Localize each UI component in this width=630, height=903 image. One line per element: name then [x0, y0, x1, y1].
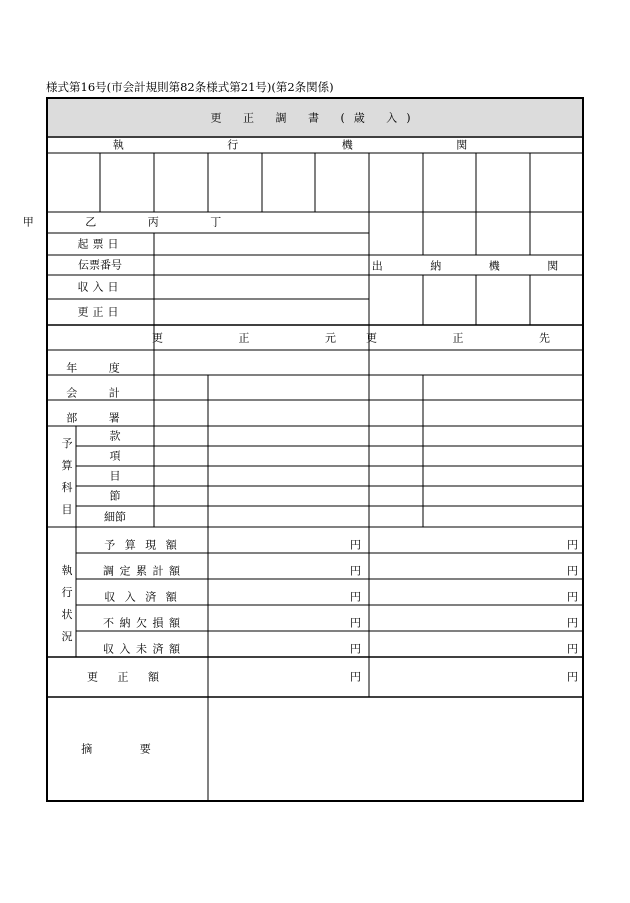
executing-agency-heading: 執 行 機 関 — [112, 138, 518, 152]
yen-correction-to: 円 — [567, 670, 578, 684]
yen-to-assessed: 円 — [567, 564, 578, 578]
cashier-agency-heading: 出 納 機 関 — [371, 259, 581, 273]
yen-to-unreceived: 円 — [567, 642, 578, 656]
draft-date-label: 起票日 — [77, 237, 123, 251]
budget-item-kan: 款 — [109, 429, 121, 443]
form-caption: 様式第16号(市会計規則第82条様式第21号)(第2条関係) — [46, 80, 334, 94]
kou-otsu-hei-tei-label: 甲 乙 丙 丁 — [22, 215, 246, 229]
execution-status-group-label — [60, 560, 74, 648]
vertical-char: 況 — [61, 630, 73, 643]
exec-item-budget-current: 予 算 現 額 — [104, 538, 180, 552]
yen-from-received: 円 — [350, 590, 361, 604]
budget-item-setsu: 節 — [109, 489, 121, 503]
correction-from-heading: 更 正 元 — [152, 331, 372, 345]
summary-label: 摘 要 — [81, 742, 173, 756]
vertical-char: 目 — [61, 503, 73, 516]
yen-from-budget: 円 — [350, 538, 361, 552]
account-label: 会 計 — [66, 386, 134, 400]
budget-item-saisetsu: 細節 — [104, 510, 126, 524]
vertical-char: 科 — [61, 481, 73, 494]
form-title: 更 正 調 書 (歳 入) — [210, 111, 420, 125]
yen-to-received: 円 — [567, 590, 578, 604]
correction-amount-label: 更 正 額 — [87, 670, 167, 684]
department-label: 部 署 — [66, 411, 134, 425]
slip-number-label: 伝票番号 — [78, 258, 122, 272]
vertical-char: 予 — [61, 437, 73, 450]
yen-correction-from: 円 — [350, 670, 361, 684]
fiscal-year-label: 年 度 — [66, 361, 134, 375]
vertical-char: 算 — [61, 459, 73, 472]
exec-item-assessed-total: 調 定 累 計 額 — [103, 564, 181, 578]
correction-date-label: 更正日 — [77, 305, 123, 319]
correction-to-heading: 更 正 先 — [366, 331, 586, 345]
yen-from-deficit: 円 — [350, 616, 361, 630]
vertical-char: 状 — [61, 608, 73, 621]
yen-to-budget: 円 — [567, 538, 578, 552]
yen-to-deficit: 円 — [567, 616, 578, 630]
exec-item-unreceived: 収 入 未 済 額 — [103, 642, 181, 656]
yen-from-assessed: 円 — [350, 564, 361, 578]
receipt-date-label: 収入日 — [77, 280, 123, 294]
vertical-char: 行 — [61, 586, 73, 599]
budget-subject-group-label — [60, 433, 74, 521]
exec-item-received: 収 入 済 額 — [104, 590, 180, 604]
vertical-char: 執 — [61, 564, 73, 577]
exec-item-deficit-loss: 不 納 欠 損 額 — [103, 616, 181, 630]
budget-item-moku: 目 — [109, 469, 121, 483]
budget-item-kou: 項 — [109, 449, 121, 463]
yen-from-unreceived: 円 — [350, 642, 361, 656]
